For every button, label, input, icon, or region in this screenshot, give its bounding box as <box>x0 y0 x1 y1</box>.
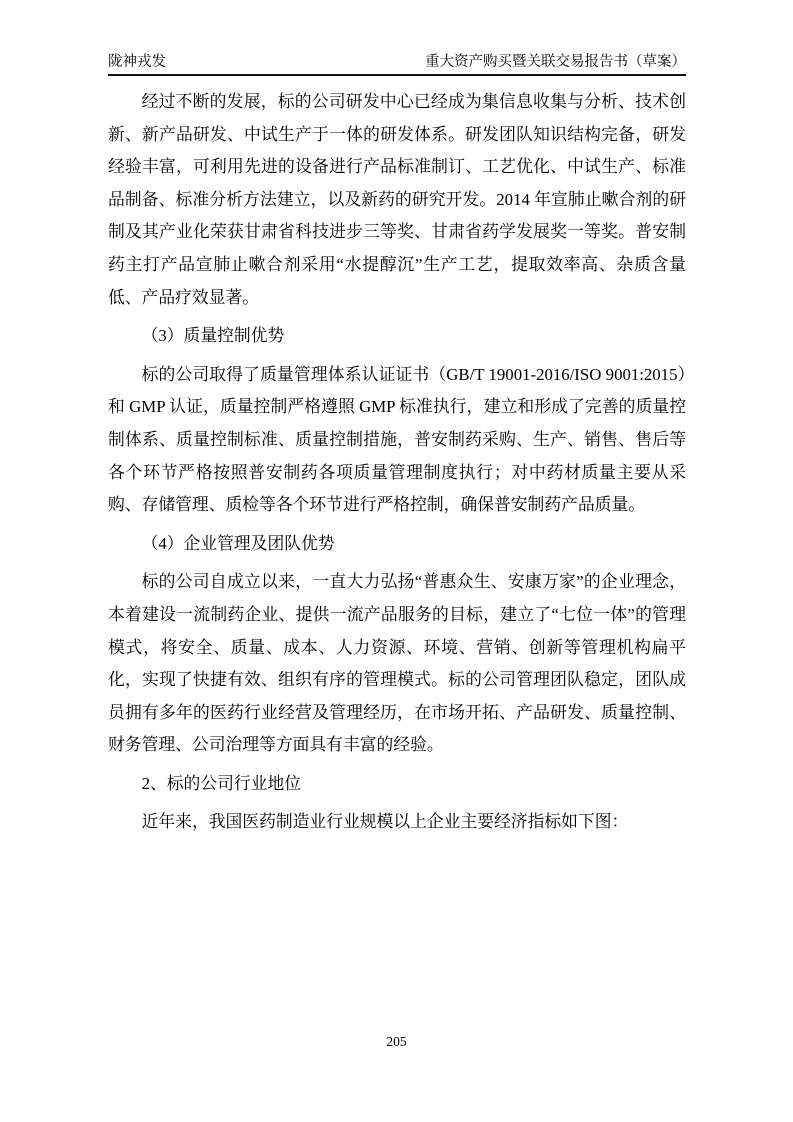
section-heading-management-team: （4）企业管理及团队优势 <box>141 533 335 553</box>
section-heading-quality-control: （3）质量控制优势 <box>141 326 285 346</box>
page-header-row <box>108 54 686 74</box>
page-footer <box>0 1034 793 1050</box>
page-header <box>108 54 686 76</box>
header-report-title: 重大资产购买暨关联交易报告书（草案） <box>425 54 686 70</box>
paragraph-quality-control: 标的公司取得了质量管理体系认证证书（GB/T 19001-2016/ISO 9001:2015）和 GMP 认证，质量控制严格遵照 GMP 标准执行，建立和形成了完善的质量控制体系、质量控制标准、质量控制措施，普安制药采购、生产、销售、售后等各个环节严格按照普安制药各项质量管理制度执行；对中药材质量主要从采购、存储管理、质检等各个环节进行严格控制，确保普安制药产品质量。 <box>108 364 686 515</box>
header-rule <box>108 74 686 76</box>
header-company-name: 陇神戎发 <box>108 54 166 70</box>
paragraph-management-team: 标的公司自成立以来，一直大力弘扬“普惠众生、安康万家”的企业理念，本着建设一流制药企业、提供一流产品服务的目标，建立了“七位一体”的管理模式，将安全、质量、成本、人力资源、环境、营销、创新等管理机构扁平化，实现了快捷有效、组织有序的管理模式。标的公司管理团队稳定，团队成员拥有多年的医药行业经营及管理经历，在市场开拓、产品研发、质量控制、财务管理、公司治理等方面具有丰富的经验。 <box>108 572 686 755</box>
paragraph-rd-development: 经过不断的发展，标的公司研发中心已经成为集信息收集与分析、技术创新、新产品研发、中试生产于一体的研发体系。研发团队知识结构完备，研发经验丰富，可利用先进的设备进行产品标准制订、工艺优化、中试生产、标准品制备、标准分析方法建立，以及新药的研究开发。2014 年宣肺止嗽合剂的研制及其产业化荣获甘肃省科技进步三等奖、甘肃省药学发展奖一等奖。普安制药主打产品宣肺止嗽合剂采用“水提醇沉”生产工艺，提取效率高、杂质含量低、产品疗效显著。 <box>108 92 686 307</box>
paragraph-industry-indicators-intro: 近年来，我国医药制造业行业规模以上企业主要经济指标如下图： <box>141 812 629 832</box>
section-heading-industry-position: 2、标的公司行业地位 <box>141 773 302 793</box>
page-number: 205 <box>386 1034 407 1049</box>
document-body <box>108 86 686 845</box>
